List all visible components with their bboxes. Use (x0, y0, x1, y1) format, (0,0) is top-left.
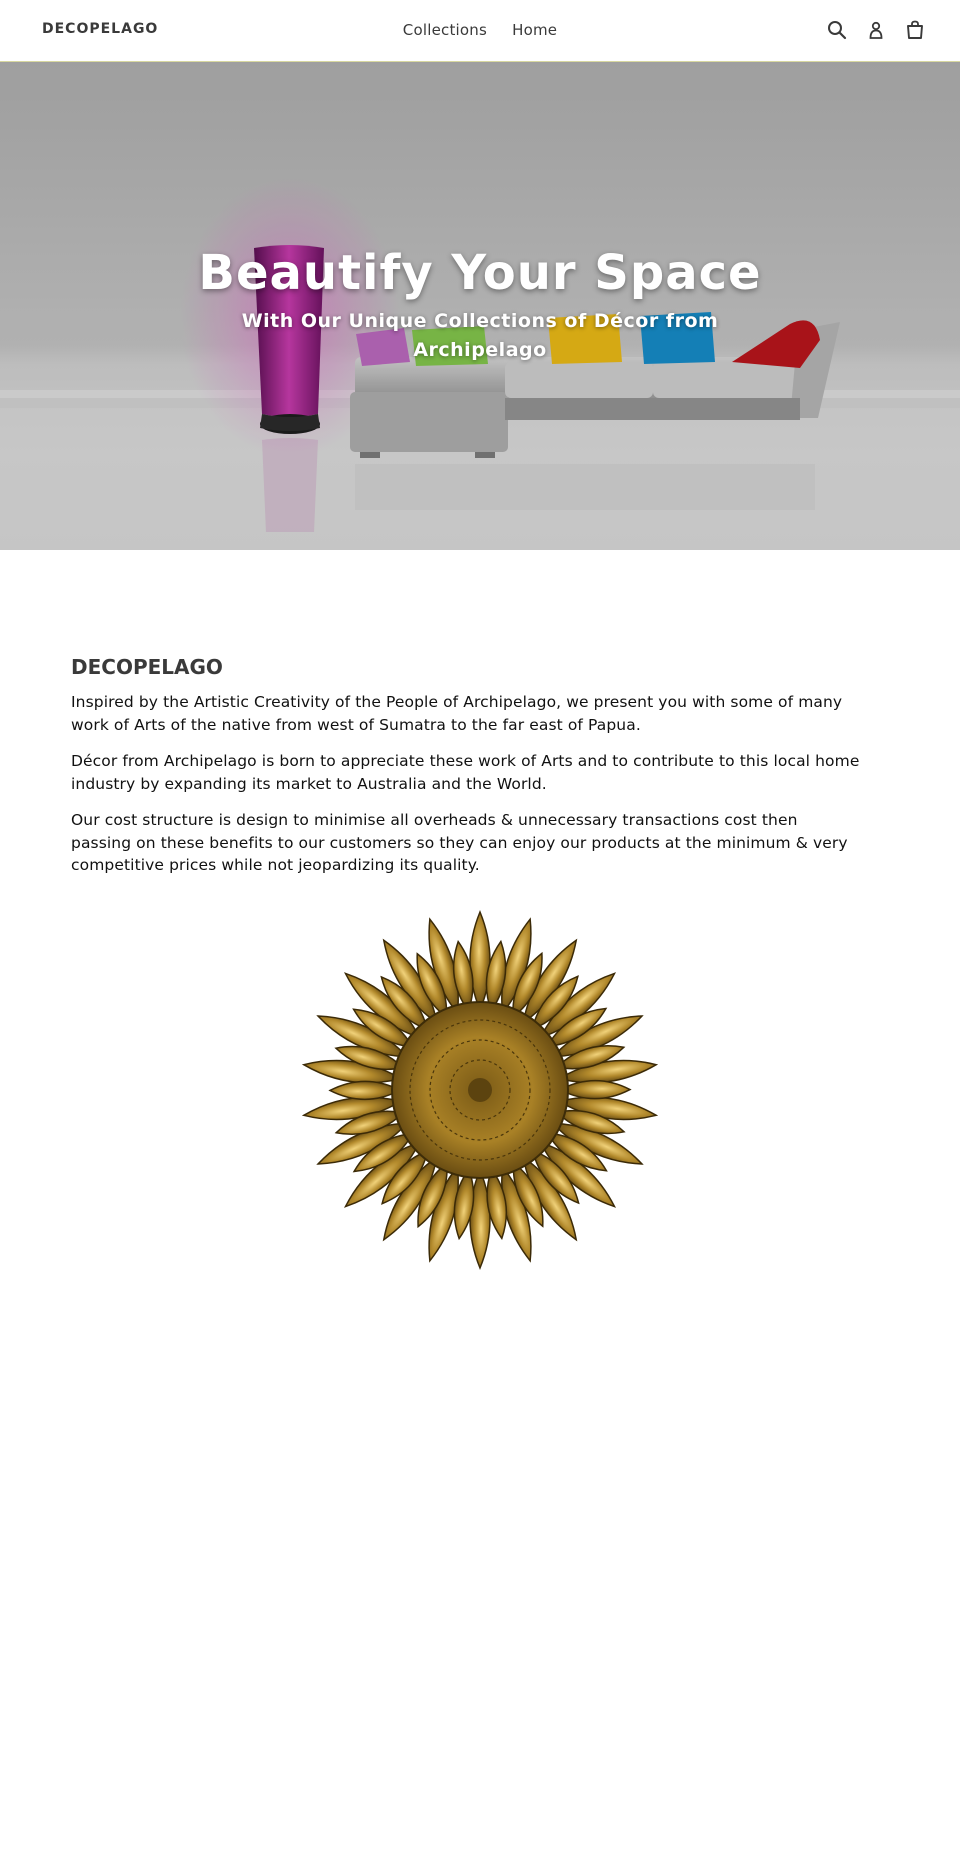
sunflower-decor-image (295, 905, 665, 1280)
hero-banner (0, 62, 960, 550)
about-section (71, 655, 861, 891)
account-icon[interactable] (865, 19, 887, 41)
site-logo[interactable]: DECOPELAGO (42, 21, 159, 37)
about-paragraph-1: Inspired by the Artistic Creativity of the People of Archipelago, we present you with some of many work of Arts of the native from west of Sumatra to the far east of Papua. (71, 693, 843, 734)
header-icons (814, 19, 926, 41)
nav-item-collections[interactable]: Collections (402, 21, 487, 39)
about-paragraph-3: Our cost structure is design to minimise all overheads & unnecessary transactions cost then passing on these benefits to our customers so they can enjoy our products at the minimum & very competitive prices while not jeopardizing its quality. (71, 811, 848, 874)
about-heading: DECOPELAGO (71, 655, 223, 679)
about-paragraph-2: Décor from Archipelago is born to appreciate these work of Arts and to contribute to this local home industry by expanding its market to Australia and the World. (71, 752, 860, 793)
hero-subtitle: With Our Unique Collections of Décor from Archipelago (241, 310, 719, 361)
nav-item-home[interactable]: Home (512, 21, 558, 39)
hero-title: Beautify Your Space (198, 245, 762, 301)
search-icon[interactable] (826, 19, 848, 41)
site-header (0, 0, 960, 62)
cart-icon[interactable] (904, 19, 926, 41)
hero-overlay (0, 62, 960, 550)
